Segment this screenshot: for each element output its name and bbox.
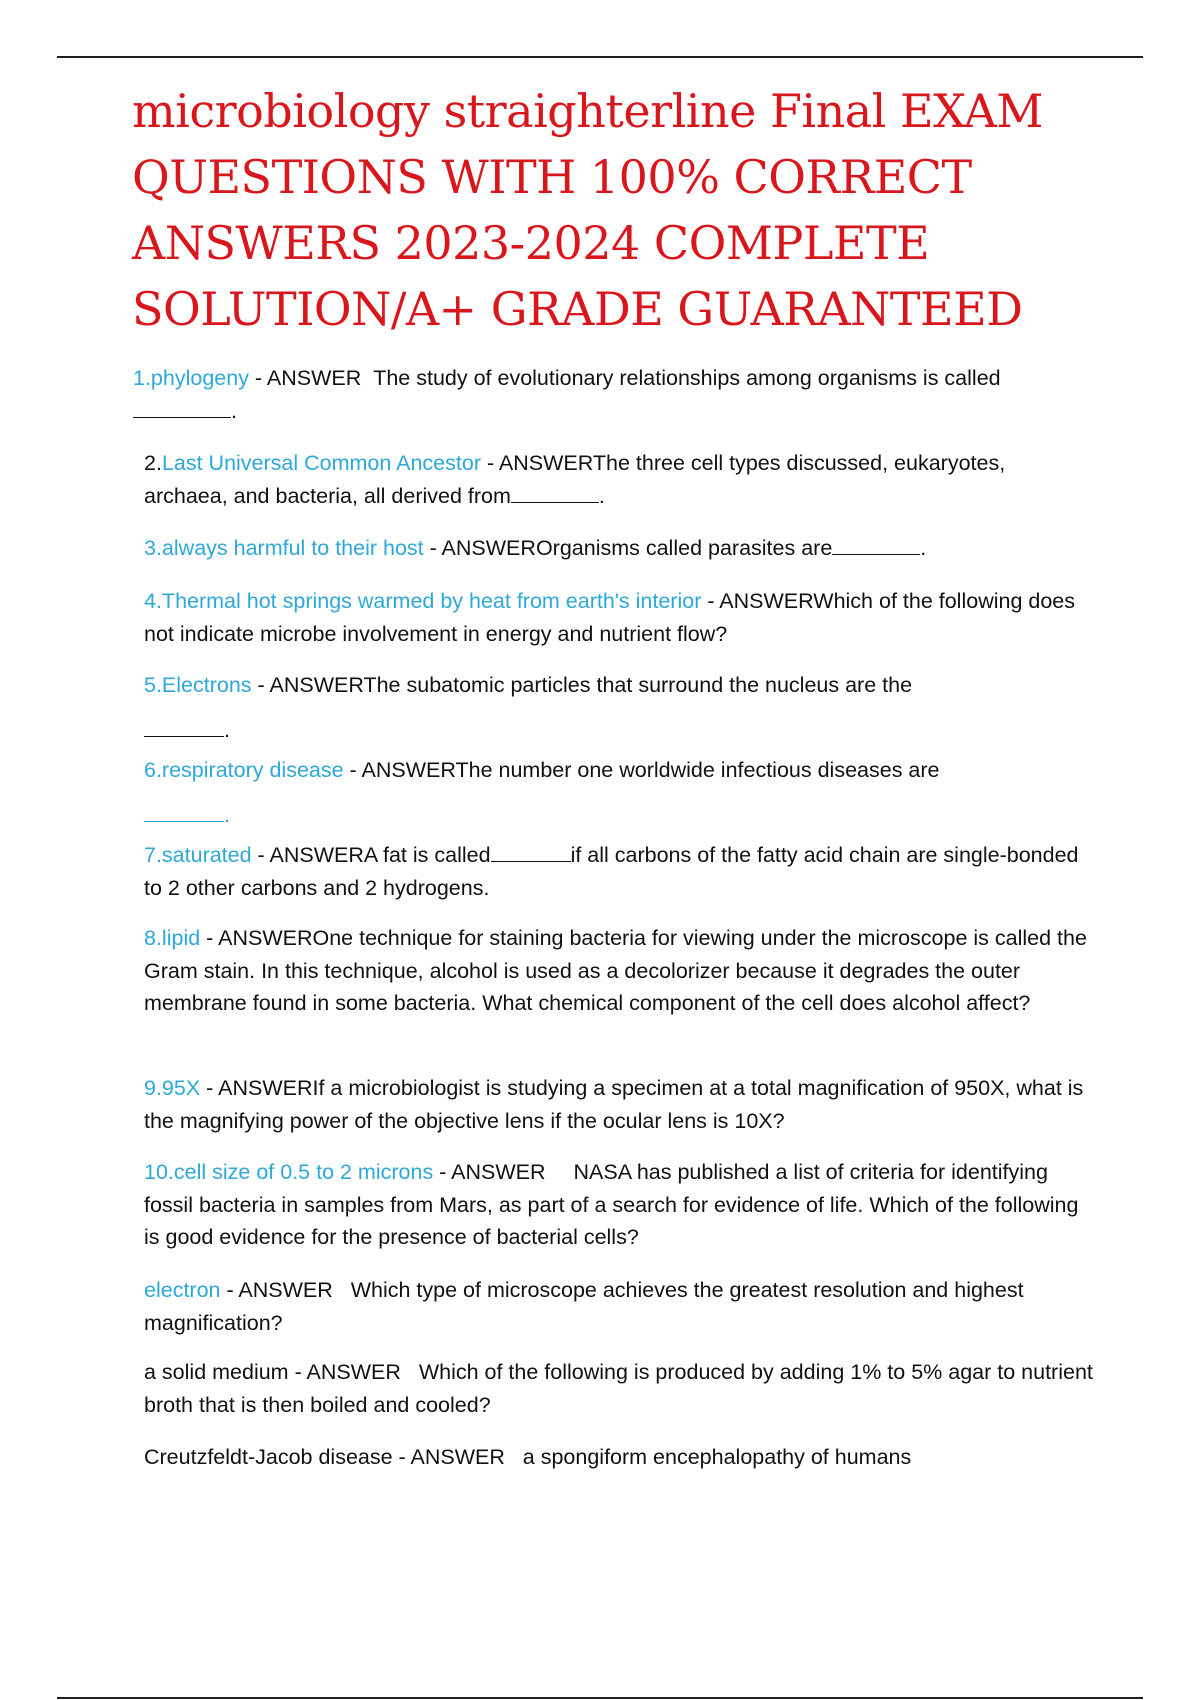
answer-separator: - ANSWER	[251, 673, 364, 697]
answer-separator: - ANSWER	[480, 451, 593, 475]
question-text: Organisms called parasites are	[535, 536, 833, 560]
answer-text: 4.Thermal hot springs warmed by heat from earth's interior	[144, 589, 702, 613]
answer-separator: - ANSWER	[288, 1360, 401, 1384]
question-text: The subatomic particles that surround the nucleus are the	[363, 673, 913, 697]
answer-separator: - ANSWER	[220, 1278, 333, 1302]
answer-text: Creutzfeldt-Jacob disease	[144, 1445, 393, 1469]
blank-line	[144, 716, 224, 737]
qa-item-7	[144, 839, 1094, 904]
question-text: A fat is called	[363, 843, 491, 867]
top-rule	[57, 56, 1143, 58]
question-text-end: .	[231, 398, 237, 423]
qa-item-5	[144, 669, 1094, 746]
answer-separator: - ANSWER	[248, 366, 362, 390]
question-text: Which type of microscope achieves the greatest resolution and highest magnification?	[144, 1278, 1024, 1335]
answer-separator: - ANSWER	[343, 758, 456, 782]
answer-text: 9.95X	[144, 1076, 201, 1100]
answer-separator: - ANSWER	[200, 1076, 313, 1100]
answer-separator: - ANSWER	[423, 536, 536, 560]
question-text: a spongiform encephalopathy of humans	[522, 1445, 912, 1469]
answer-text: 5.Electrons	[144, 673, 252, 697]
answer-text: a solid medium	[144, 1360, 289, 1384]
answer-separator: - ANSWER	[433, 1160, 546, 1184]
qa-item-3	[144, 532, 1094, 565]
answer-text: Last Universal Common Ancestor	[161, 451, 481, 475]
question-text: If a microbiologist is studying a specimen at a total magnification of 950X, what is the magnifying power of the objective lens if the ocular lens is 10X?	[144, 1076, 1084, 1133]
answer-text: 6.respiratory disease	[144, 758, 344, 782]
question-text: Which of the following does not indicate microbe involvement in energy and nutrient flow?	[144, 589, 1076, 646]
question-text-end: .	[598, 483, 605, 508]
answer-text: 10.cell size of 0.5 to 2 microns	[144, 1160, 434, 1184]
question-text-end: if all carbons of the fatty acid chain are single-bonded to 2 other carbons and 2 hydrogens.	[144, 843, 1079, 900]
bottom-rule	[57, 1697, 1143, 1699]
qa-item-13	[144, 1441, 1094, 1474]
question-text: Which of the following is produced by adding 1% to 5% agar to nutrient broth that is then boiled and cooled?	[144, 1360, 1093, 1417]
document-title: microbiology straighterline Final EXAM QUESTIONS WITH 100% CORRECT ANSWERS 2023-2024 COMPLETE SOLUTION/A+ GRADE GUARANTEED	[132, 84, 1043, 336]
answer-separator: - ANSWER	[251, 843, 364, 867]
qa-item-1	[133, 362, 1083, 427]
qa-item-12	[144, 1356, 1094, 1421]
qa-item-9	[144, 1072, 1094, 1137]
blank-line	[491, 841, 571, 862]
qa-item-4	[144, 585, 1094, 650]
question-text: The three cell types discussed, eukaryotes, archaea, and bacteria, all derived from	[144, 451, 1006, 508]
blank-line	[511, 482, 599, 503]
qa-item-10	[144, 1156, 1094, 1254]
question-text: NASA has published a list of criteria for identifying fossil bacteria in samples from Mars, as part of a search for evidence of life. Which of the following is good evidence for the presence of bacterial cells?	[144, 1160, 1079, 1249]
qa-item-11	[144, 1274, 1094, 1339]
answer-text: 1.phylogeny	[133, 366, 249, 390]
answer-text: electron	[144, 1278, 221, 1302]
answer-separator: - ANSWER	[701, 589, 814, 613]
question-text-end: .	[920, 536, 927, 560]
blank-line	[144, 801, 224, 822]
answer-text: 3.always harmful to their host	[144, 536, 424, 560]
question-text: One technique for staining bacteria for viewing under the microscope is called the Gram stain. In this technique, alcohol is used as a decolorizer because it degrades the outer membrane found in some bacteria. What chemical component of the cell does alcohol affect?	[144, 926, 1087, 1015]
question-text: The number one worldwide infectious diseases are	[455, 758, 940, 782]
question-text: The study of evolutionary relationships among organisms is called	[373, 366, 1001, 390]
qa-item-2	[144, 447, 1094, 512]
blank-line	[133, 397, 231, 418]
qa-item-6	[144, 754, 1094, 831]
blank-line	[832, 534, 920, 555]
answer-separator: - ANSWER	[200, 926, 313, 950]
question-text-end: .	[224, 717, 230, 742]
answer-text: 7.saturated	[144, 843, 252, 867]
answer-text: 8.lipid	[144, 926, 201, 950]
item-number: 2.	[144, 451, 162, 475]
answer-separator: - ANSWER	[392, 1445, 505, 1469]
question-text-end: .	[224, 802, 230, 827]
qa-item-8	[144, 922, 1094, 1020]
